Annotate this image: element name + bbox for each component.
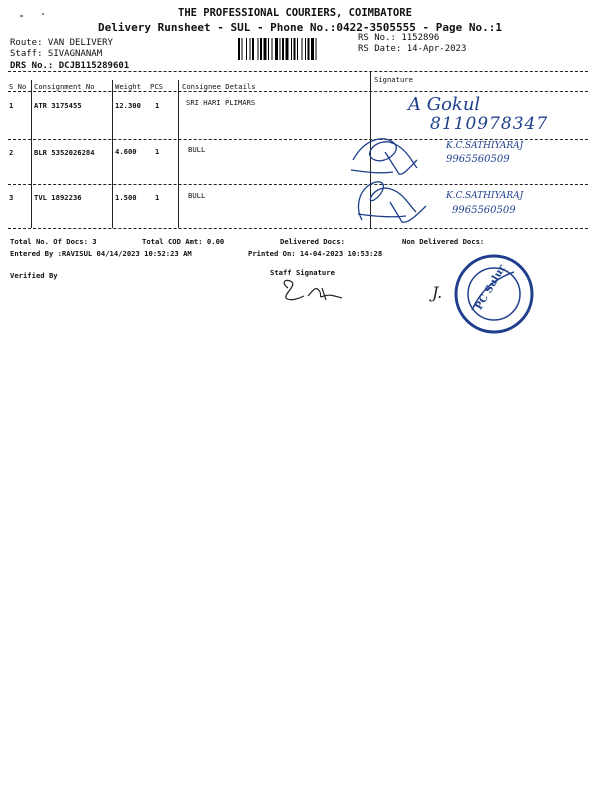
row3-consignment: TVL 1892236 <box>34 193 82 202</box>
drs-number: DRS No.: DCJB115289601 <box>10 61 130 71</box>
row1-sno: 1 <box>9 101 14 110</box>
office-stamp <box>452 252 536 336</box>
row1-handwritten-phone: 8110978347 <box>430 114 549 134</box>
scan-speck <box>20 15 23 17</box>
row2-consignee: BULL <box>188 145 206 154</box>
row1-handwritten-name: A Gokul <box>408 94 481 115</box>
rs-number: RS No.: 1152896 <box>358 33 440 43</box>
col-divider-sno <box>31 80 32 228</box>
row1-weight: 12.300 <box>115 101 141 110</box>
row3-consignee: BULL <box>188 191 206 200</box>
stamp-text: PC Sulur <box>473 263 509 312</box>
staff-signature-label: Staff Signature <box>270 268 335 277</box>
rs-date: RS Date: 14-Apr-2023 <box>358 44 467 54</box>
row-divider-1 <box>8 139 588 140</box>
row3-sno: 3 <box>9 193 14 202</box>
route-label: Route: VAN DELIVERY <box>10 38 113 48</box>
verified-by-label: Verified By <box>10 271 58 280</box>
stamp-initial: J. <box>432 283 443 302</box>
row2-weight: 4.600 <box>115 147 137 156</box>
printed-on: Printed On: 14-04-2023 10:53:28 <box>248 249 383 258</box>
row2-sno: 2 <box>9 148 14 157</box>
row2-pcs: 1 <box>155 147 160 156</box>
header-pcs: PCS <box>150 82 163 91</box>
staff-signature-scribble <box>278 278 348 306</box>
runsheet-subtitle: Delivery Runsheet - SUL - Phone No.:0422-3505555 - Page No.:1 <box>98 21 502 34</box>
row3-handwritten-phone: 9965560509 <box>452 205 516 216</box>
total-docs: Total No. Of Docs: 3 <box>10 237 97 246</box>
delivered-docs: Delivered Docs: <box>280 237 345 246</box>
row3-pcs: 1 <box>155 193 160 202</box>
row2-handwritten-phone: 9965560509 <box>446 154 510 165</box>
row3-weight: 1.500 <box>115 193 137 202</box>
header-signature: Signature <box>374 75 413 84</box>
total-cod-amount: Total COD Amt: 0.00 <box>142 237 225 246</box>
row1-consignee: SRI HARI PLIMARS <box>186 98 256 107</box>
barcode-graphic <box>238 38 350 60</box>
col-divider-pcs <box>178 80 179 228</box>
table-bottom-rule <box>8 228 588 229</box>
stamp-graphic <box>452 252 536 336</box>
header-weight: Weight <box>115 82 141 91</box>
table-header-rule <box>8 91 588 92</box>
staff-label: Staff: SIVAGNANAM <box>10 49 103 59</box>
scan-speck <box>42 13 44 15</box>
col-divider-consignment <box>112 80 113 228</box>
barcode <box>238 38 350 60</box>
non-delivered-docs: Non Delivered Docs: <box>402 237 485 246</box>
row3-signature-scribble <box>350 176 445 228</box>
row2-consignment: BLR 5352026284 <box>34 148 95 157</box>
company-title: THE PROFESSIONAL COURIERS, COIMBATORE <box>178 7 412 19</box>
row1-pcs: 1 <box>155 101 160 110</box>
table-top-rule <box>8 71 588 72</box>
header-consignment: Consignment No <box>34 82 95 91</box>
row-divider-2 <box>8 184 588 185</box>
row1-consignment: ATR 3175455 <box>34 101 82 110</box>
row2-handwritten-name: K.C.SATHIYARAJ <box>446 141 524 151</box>
header-consignee: Consignee Details <box>182 82 256 91</box>
row3-handwritten-name: K.C.SATHIYARAJ <box>446 191 524 201</box>
entered-by: Entered By :RAVISUL 04/14/2023 10:52:23 AM <box>10 249 192 258</box>
header-sno: S No <box>9 82 27 91</box>
